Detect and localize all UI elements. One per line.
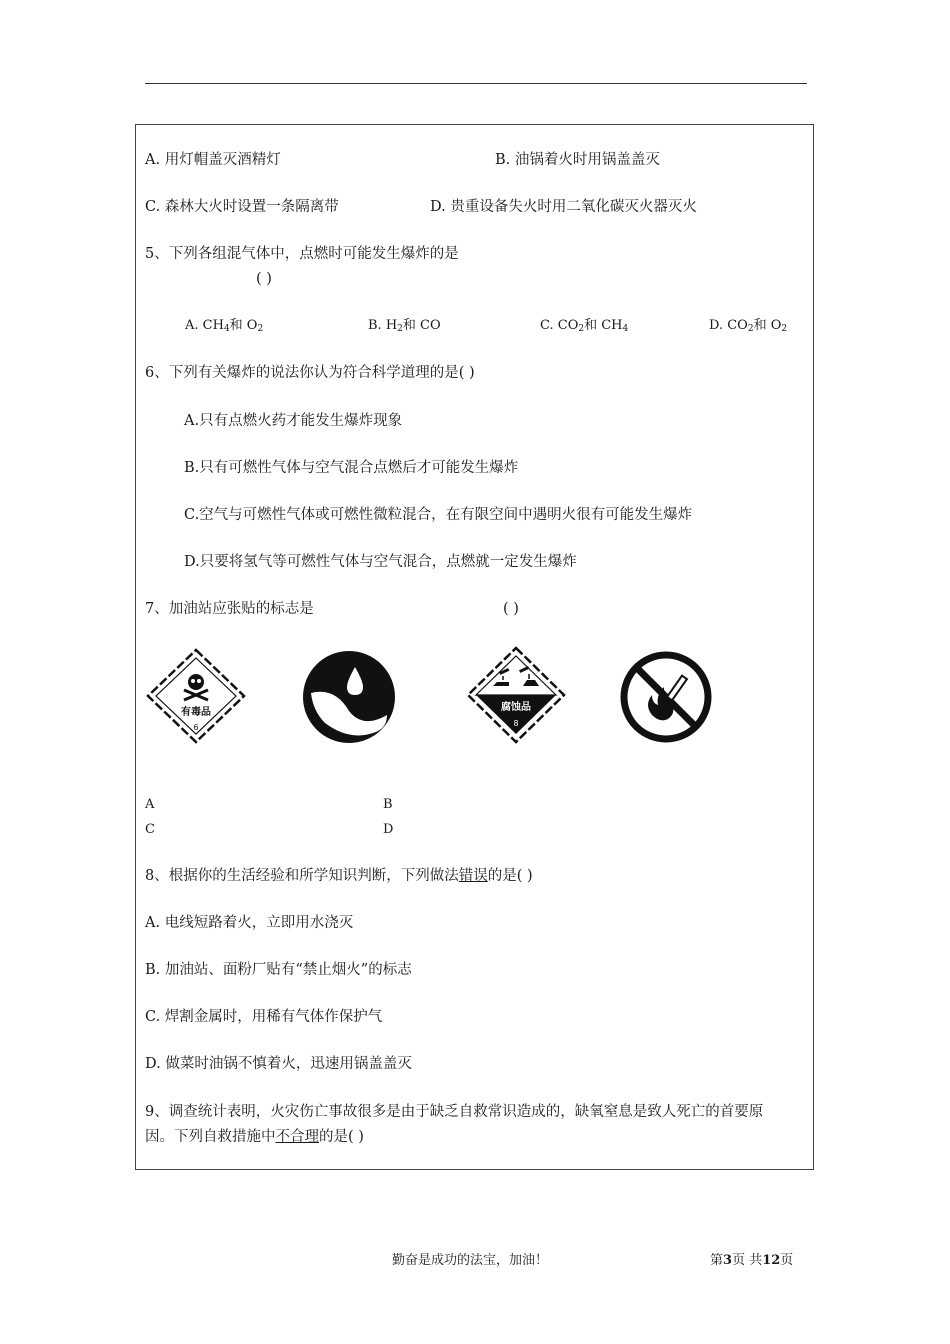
water-drop-sign-icon [301, 649, 397, 745]
q4-option-b: B. 油锅着火时用锅盖盖灭 [495, 152, 660, 168]
q8-stem: 8、根据你的生活经验和所学知识判断，下列做法错误的是( ) [145, 868, 533, 884]
q8-option-c: C. 焊割金属时，用稀有气体作保护气 [145, 1009, 383, 1025]
q7-stem: 7、加油站应张贴的标志是 [145, 601, 314, 617]
q6-stem: 6、下列有关爆炸的说法你认为符合科学道理的是( ) [145, 365, 475, 381]
footer-page-number: 第3页 共12页 [710, 1253, 794, 1268]
q5-stem: 5、下列各组混气体中，点燃时可能发生爆炸的是 [145, 246, 459, 262]
q6-option-b: B.只有可燃性气体与空气混合点燃后才可能发生爆炸 [184, 460, 519, 476]
toxic-sign-number: 6 [193, 723, 199, 732]
q6-option-d: D.只要将氢气等可燃性气体与空气混合，点燃就一定发生爆炸 [184, 554, 577, 570]
no-fire-sign-icon [618, 649, 714, 745]
q8-option-a: A. 电线短路着火，立即用水浇灭 [145, 915, 354, 931]
header-rule [145, 83, 807, 84]
q6-option-a: A.只有点燃火药才能发生爆炸现象 [184, 413, 403, 429]
q4-option-d: D. 贵重设备失火时用二氧化碳灭火器灭火 [430, 199, 697, 215]
q7-label-b: B [383, 797, 393, 812]
corrosive-sign-icon [465, 646, 567, 744]
toxic-sign-icon [145, 648, 247, 744]
q4-option-a: A. 用灯帽盖灭酒精灯 [145, 152, 281, 168]
q7-answer-paren: ( ) [503, 601, 519, 617]
q5-answer-paren: ( ) [256, 271, 272, 287]
q8-option-b: B. 加油站、面粉厂贴有“禁止烟火”的标志 [145, 962, 412, 978]
q5-option-d: D. $CO_2$和 $O_2$ [709, 318, 788, 334]
q5-option-c: C. $CO_2$和 $CH_4$ [540, 318, 629, 334]
corrosive-sign-label: 腐蚀品 [501, 702, 531, 713]
q7-label-d: D [383, 822, 394, 837]
q9-stem-line2: 因。下列自救措施中不合理的是( ) [145, 1129, 364, 1145]
toxic-sign-label: 有毒品 [181, 707, 211, 718]
q5-option-a: A. $CH_4$和 $O_2$ [185, 318, 264, 334]
q4-option-c: C. 森林大火时设置一条隔离带 [145, 199, 339, 215]
footer-motto: 勤奋是成功的法宝，加油！ [392, 1253, 549, 1268]
q7-label-a: A [145, 797, 155, 812]
corrosive-sign-number: 8 [513, 719, 519, 728]
q8-option-d: D. 做菜时油锅不慎着火，迅速用锅盖盖灭 [145, 1056, 412, 1072]
q5-option-b: B. $H_2$和 CO [368, 318, 441, 334]
q6-option-c: C.空气与可燃性气体或可燃性微粒混合，在有限空间中遇明火很有可能发生爆炸 [184, 507, 693, 523]
q7-label-c: C [145, 822, 155, 837]
q9-stem-line1: 9、调查统计表明，火灾伤亡事故很多是由于缺乏自救常识造成的，缺氧窒息是致人死亡的首要原 [145, 1104, 764, 1120]
